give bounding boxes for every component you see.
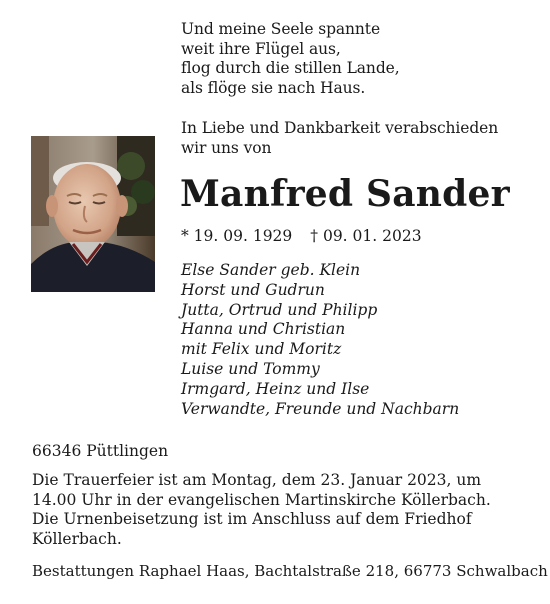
mourner-line: mit Felix und Moritz (181, 340, 342, 359)
poem-line: weit ihre Flügel aus, (181, 39, 341, 58)
poem-line: als flöge sie nach Haus. (181, 78, 366, 97)
death-date: † 09. 01. 2023 (310, 227, 422, 245)
mourner-line: Irmgard, Heinz und Ilse (181, 379, 370, 398)
life-dates (181, 226, 422, 246)
deceased-name: Manfred Sander (180, 173, 510, 215)
mourner-line: Jutta, Ortrud und Philipp (181, 300, 378, 319)
service-line: Die Urnenbeisetzung ist im Anschluss auf dem Friedhof (32, 510, 472, 529)
intro-line: wir uns von (181, 138, 272, 157)
poem-line: flog durch die stillen Lande, (181, 59, 400, 78)
poem-verse (181, 20, 400, 98)
service-line: Köllerbach. (32, 529, 122, 548)
poem-line: Und meine Seele spannte (181, 20, 381, 38)
portrait-photo (31, 136, 155, 292)
mourner-line: Horst und Gudrun (181, 280, 325, 299)
mourner-line: Verwandte, Freunde und Nachbarn (181, 399, 460, 418)
mourners-list (181, 261, 459, 419)
mourner-line: Else Sander geb. Klein (181, 261, 361, 279)
birth-date: * 19. 09. 1929 (181, 227, 293, 245)
service-line: 14.00 Uhr in der evangelischen Martinskirche Köllerbach. (32, 490, 491, 509)
place-of-residence: 66346 Püttlingen (32, 442, 169, 460)
undertaker-info: Bestattungen Raphael Haas, Bachtalstraße 218, 66773 Schwalbach (32, 562, 548, 580)
service-line: Die Trauerfeier ist am Montag, dem 23. Januar 2023, um (32, 471, 482, 489)
farewell-intro (181, 119, 498, 158)
funeral-service-info (32, 471, 532, 549)
mourner-line: Luise und Tommy (181, 359, 320, 378)
intro-line: In Liebe und Dankbarkeit verabschieden (181, 119, 499, 137)
mourner-line: Hanna und Christian (181, 320, 346, 339)
